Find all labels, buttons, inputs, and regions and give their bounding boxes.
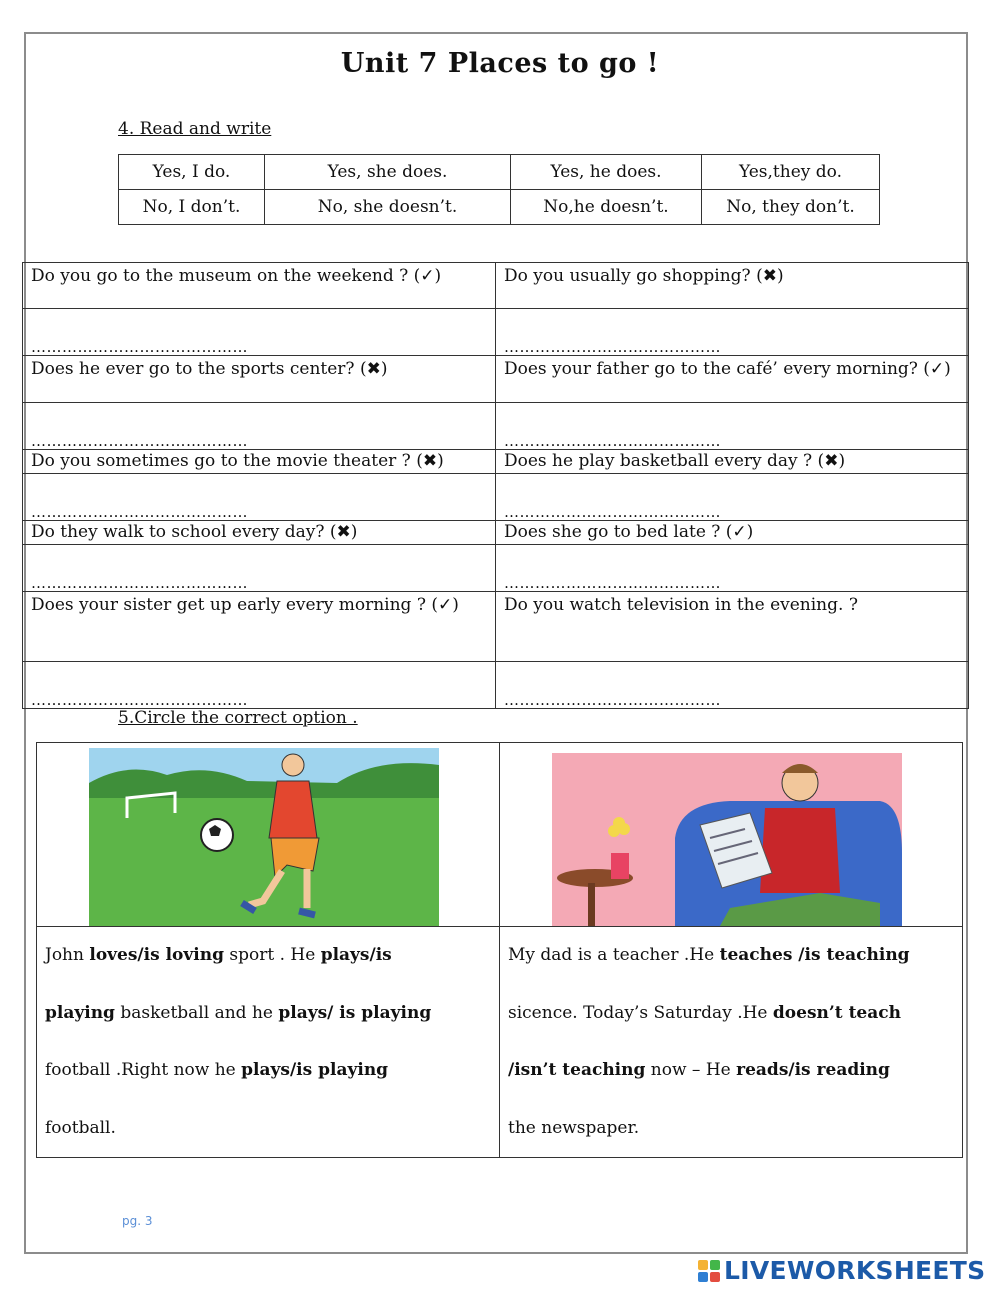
question-row xyxy=(23,450,969,474)
liveworksheets-brand xyxy=(698,1256,985,1285)
sentence-text: football. xyxy=(45,1117,116,1138)
answer-line[interactable]: …………………………………… xyxy=(23,403,496,450)
question-text: Do they walk to school every day? (✖) xyxy=(23,521,496,545)
reading-picture-cell xyxy=(500,743,963,927)
man-reading-newspaper-picture xyxy=(500,743,962,926)
answer-cell: Yes, he does. xyxy=(511,155,702,190)
question-text: Do you usually go shopping? (✖) xyxy=(496,263,969,309)
question-row xyxy=(23,521,969,545)
questions-table xyxy=(22,262,969,709)
answer-row xyxy=(23,403,969,450)
question-text: Do you go to the museum on the weekend ? (✓) xyxy=(23,263,496,309)
sentence-text: football .Right now he xyxy=(45,1060,242,1080)
question-text: Does your father go to the café’ every morning? (✓) xyxy=(496,356,969,403)
answer-bank-row-no xyxy=(119,190,880,225)
option-choice[interactable]: doesn’t teach xyxy=(772,1002,901,1023)
john-paragraph xyxy=(37,927,500,1158)
dad-line xyxy=(508,985,954,1043)
option-choice[interactable]: plays/ is playing xyxy=(278,1002,432,1023)
answer-line[interactable]: …………………………………… xyxy=(496,403,969,450)
liveworksheets-logo xyxy=(698,1260,720,1282)
option-choice[interactable]: /isn’t teaching xyxy=(508,1060,646,1080)
question-text: Does your sister get up early every morning ? (✓) xyxy=(23,592,496,662)
answer-cell: No, she doesn’t. xyxy=(265,190,511,225)
answer-row xyxy=(23,662,969,709)
answer-cell: Yes,they do. xyxy=(702,155,880,190)
answer-line[interactable]: …………………………………… xyxy=(23,309,496,356)
question-row xyxy=(23,263,969,309)
option-choice[interactable]: plays/is playing xyxy=(241,1060,389,1080)
question-text: Does she go to bed late ? (✓) xyxy=(496,521,969,545)
answer-line[interactable]: …………………………………… xyxy=(496,662,969,709)
answer-bank-table xyxy=(118,154,880,225)
question-text: Does he play basketball every day ? (✖) xyxy=(496,450,969,474)
question-text: Do you sometimes go to the movie theater ? (✖) xyxy=(23,450,496,474)
boy-playing-football-picture xyxy=(37,743,499,926)
question-row xyxy=(23,356,969,403)
picture-table xyxy=(36,742,963,1158)
dad-line xyxy=(508,1042,954,1100)
answer-line[interactable]: …………………………………… xyxy=(23,662,496,709)
page-number: pg. 3 xyxy=(122,1214,153,1228)
answer-row xyxy=(23,309,969,356)
sentence-text: sicence. Today’s Saturday .He xyxy=(508,1002,773,1023)
option-choice[interactable]: loves/is loving xyxy=(89,945,224,965)
option-choice[interactable]: teaches /is teaching xyxy=(719,945,910,965)
question-text: Does he ever go to the sports center? (✖) xyxy=(23,356,496,403)
sentence-text: now – He xyxy=(645,1060,737,1080)
sentence-text: basketball and he xyxy=(114,1002,279,1023)
answer-cell: No, I don’t. xyxy=(119,190,265,225)
section-4-heading: 4. Read and write xyxy=(118,119,272,139)
option-choice[interactable]: plays/is xyxy=(320,945,392,965)
question-text: Do you watch television in the evening. ? xyxy=(496,592,969,662)
option-choice[interactable]: playing xyxy=(45,1002,115,1023)
section-5-heading: 5.Circle the correct option . xyxy=(118,708,358,728)
answer-row xyxy=(23,545,969,592)
answer-line[interactable]: …………………………………… xyxy=(496,309,969,356)
answer-line[interactable]: …………………………………… xyxy=(23,474,496,521)
sentence-text: sport . He xyxy=(223,945,321,965)
question-row xyxy=(23,592,969,662)
answer-line[interactable]: …………………………………… xyxy=(23,545,496,592)
john-line xyxy=(45,1042,491,1100)
brand-name: LIVEWORKSHEETS xyxy=(724,1256,986,1285)
soccer-picture-cell xyxy=(37,743,500,927)
dad-line xyxy=(508,927,954,985)
sentence-text: the newspaper. xyxy=(508,1117,640,1138)
option-choice[interactable]: reads/is reading xyxy=(736,1060,890,1080)
text-row xyxy=(37,927,963,1158)
sentence-text: John xyxy=(45,945,90,965)
answer-cell: Yes, she does. xyxy=(265,155,511,190)
answer-cell: No, they don’t. xyxy=(702,190,880,225)
answer-cell: Yes, I do. xyxy=(119,155,265,190)
answer-bank-row-yes xyxy=(119,155,880,190)
answer-line[interactable]: …………………………………… xyxy=(496,474,969,521)
page-title: Unit 7 Places to go ! xyxy=(340,48,660,79)
dad-paragraph xyxy=(500,927,963,1158)
john-line xyxy=(45,927,491,985)
picture-row xyxy=(37,743,963,927)
dad-line xyxy=(508,1100,954,1158)
answer-cell: No,he doesn’t. xyxy=(511,190,702,225)
answer-row xyxy=(23,474,969,521)
john-line xyxy=(45,985,491,1043)
john-line xyxy=(45,1100,491,1158)
answer-line[interactable]: …………………………………… xyxy=(496,545,969,592)
sentence-text: My dad is a teacher .He xyxy=(508,945,720,965)
